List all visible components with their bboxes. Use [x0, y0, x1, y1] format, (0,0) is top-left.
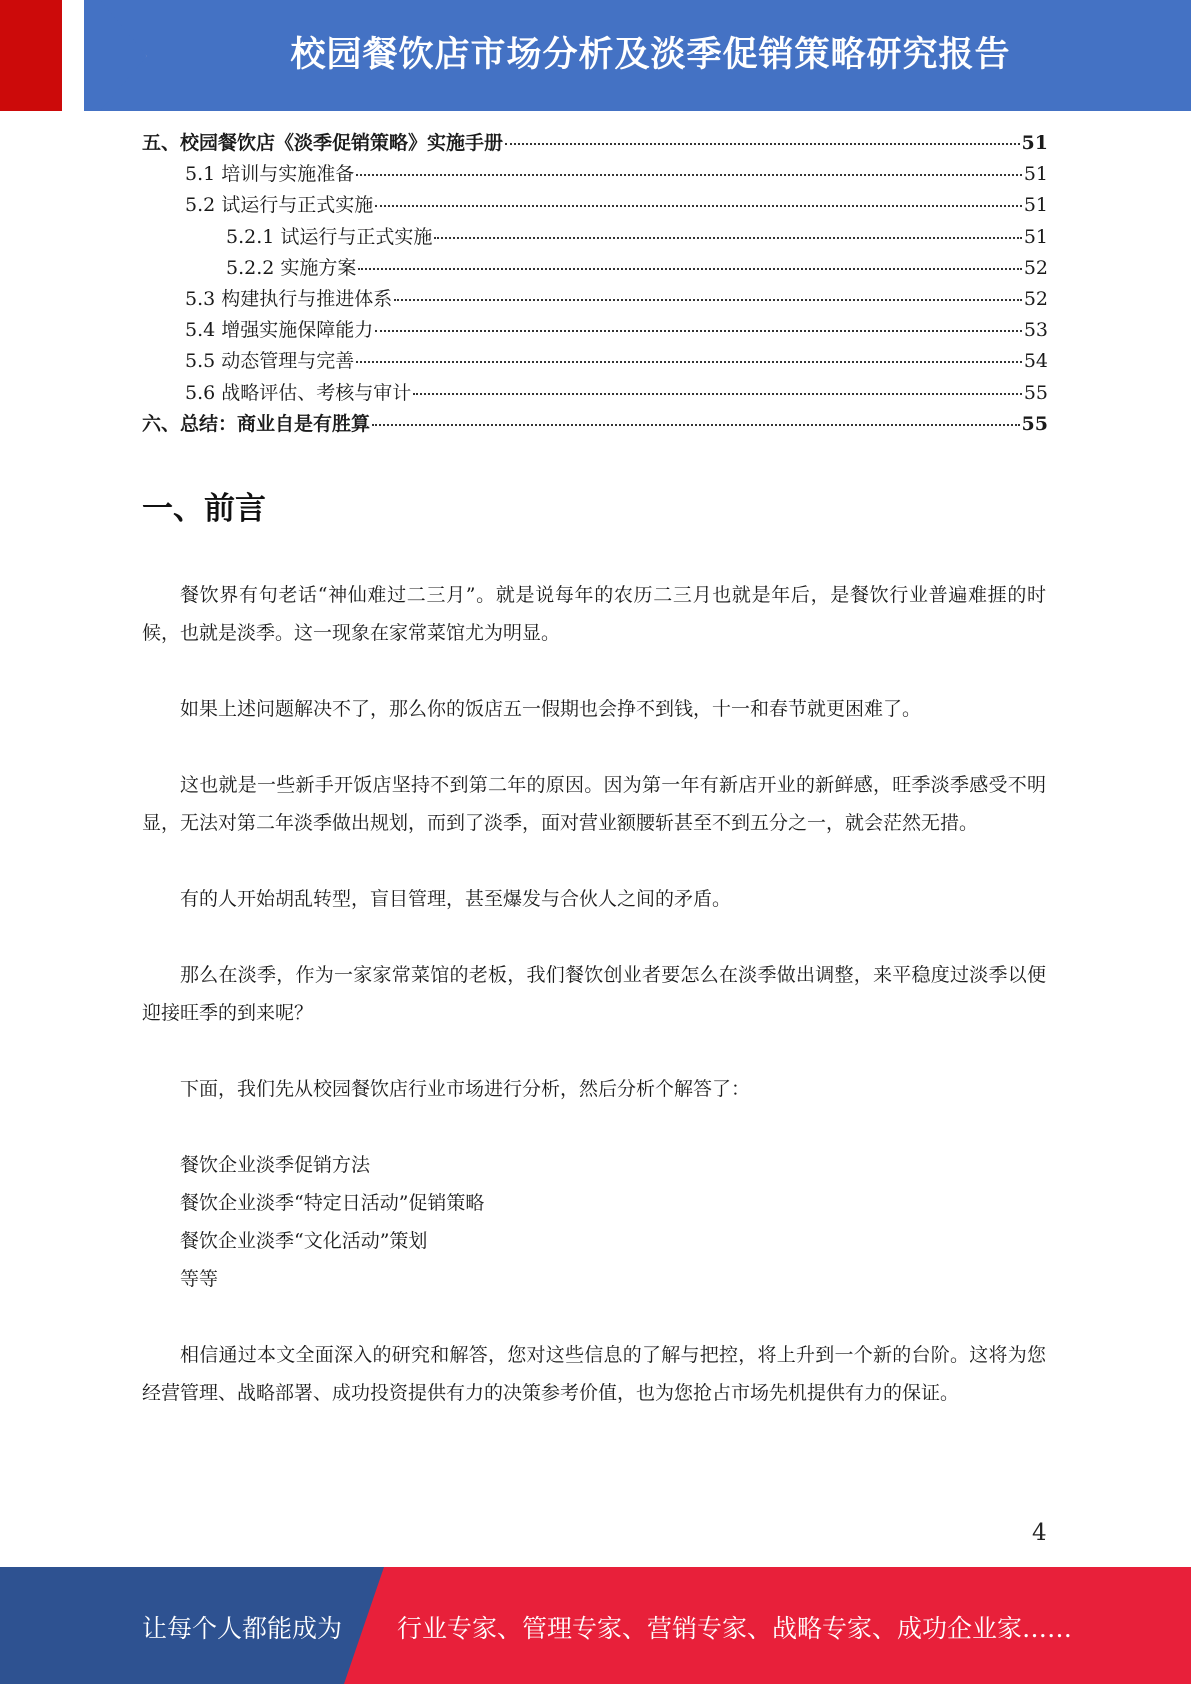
toc-entry-label: 5.5 动态管理与完善	[185, 350, 355, 373]
toc-leader-dots	[356, 174, 1022, 176]
toc-entry[interactable]	[142, 315, 1048, 346]
toc-entry[interactable]	[142, 190, 1048, 221]
toc-leader-dots	[413, 393, 1022, 395]
toc-entry-label: 5.2 试运行与正式实施	[185, 194, 374, 217]
list-item: 餐饮企业淡季“文化活动”策划	[180, 1230, 428, 1252]
toc-entry[interactable]	[142, 128, 1048, 159]
toc-entry[interactable]	[142, 222, 1048, 253]
section-heading: 一、前言	[142, 491, 266, 527]
toc-entry[interactable]	[142, 346, 1048, 377]
body-paragraph: 有的人开始胡乱转型，盲目管理，甚至爆发与合伙人之间的矛盾。	[180, 888, 732, 910]
list-item: 等等	[180, 1268, 219, 1290]
toc-entry-label: 5.3 构建执行与推进体系	[185, 287, 393, 310]
report-title: 校园餐饮店市场分析及淡季促销策略研究报告	[290, 35, 1011, 75]
toc-entry-label: 5.6 战略评估、考核与审计	[185, 381, 412, 404]
toc-entry-page: 51	[1023, 194, 1048, 217]
table-of-contents	[142, 128, 1048, 440]
toc-entry-page: 55	[1023, 381, 1048, 404]
body-paragraph: 下面，我们先从校园餐饮店行业市场进行分析，然后分析个解答了：	[180, 1078, 751, 1100]
toc-entry[interactable]	[142, 284, 1048, 315]
page-number: 4	[1032, 1520, 1047, 1546]
body-paragraph: 餐饮界有句老话“神仙难过二三月”。就是说每年的农历二三月也就是年后，是餐饮行业普遍难捱的时候，也就是淡季。这一现象在家常菜馆尤为明显。	[142, 584, 1046, 644]
header-banner	[0, 0, 1191, 111]
toc-leader-dots	[375, 205, 1022, 207]
toc-leader-dots	[505, 143, 1020, 145]
toc-leader-dots	[434, 237, 1021, 239]
footer-banner	[0, 1567, 1191, 1684]
toc-entry-page: 51	[1023, 225, 1048, 248]
toc-entry-label: 六、总结：商业自是有胜算	[142, 412, 371, 435]
toc-entry-label: 五、校园餐饮店《淡季促销策略》实施手册	[142, 132, 504, 154]
footer-slogan-right: 行业专家、管理专家、营销专家、战略专家、成功企业家……	[397, 1614, 1073, 1643]
toc-entry[interactable]	[142, 253, 1048, 284]
toc-entry-page: 52	[1023, 256, 1048, 279]
toc-leader-dots	[372, 424, 1020, 426]
toc-leader-dots	[375, 330, 1022, 332]
toc-entry-label: 5.2.1 试运行与正式实施	[226, 225, 433, 248]
topic-list	[142, 1146, 1046, 1298]
body-paragraph: 如果上述问题解决不了，那么你的饭店五一假期也会挣不到钱，十一和春节就更困难了。	[180, 698, 922, 720]
list-item: 餐饮企业淡季促销方法	[180, 1154, 371, 1176]
toc-entry-page: 53	[1023, 319, 1048, 342]
toc-entry[interactable]	[142, 159, 1048, 190]
toc-leader-dots	[358, 268, 1021, 270]
toc-entry-page: 51	[1021, 132, 1048, 154]
toc-entry-page: 51	[1023, 163, 1048, 186]
toc-entry-label: 5.1 培训与实施准备	[185, 163, 355, 186]
toc-entry-page: 54	[1023, 350, 1048, 373]
toc-leader-dots	[394, 299, 1022, 301]
toc-entry[interactable]	[142, 378, 1048, 409]
toc-entry-page: 55	[1021, 412, 1048, 435]
body-paragraph: 相信通过本文全面深入的研究和解答，您对这些信息的了解与把控，将上升到一个新的台阶。这将为您经营管理、战略部署、成功投资提供有力的决策参考价值，也为您抢占市场先机提供有力的保证。	[142, 1344, 1046, 1404]
toc-entry-page: 52	[1023, 287, 1048, 310]
footer-slogan-left: 让每个人都能成为	[142, 1614, 343, 1643]
list-item: 餐饮企业淡季“特定日活动”促销策略	[180, 1192, 485, 1214]
toc-entry[interactable]	[142, 409, 1048, 440]
toc-leader-dots	[356, 361, 1022, 363]
toc-entry-label: 5.2.2 实施方案	[226, 256, 357, 279]
body-paragraph: 这也就是一些新手开饭店坚持不到第二年的原因。因为第一年有新店开业的新鲜感，旺季淡季感受不明显，无法对第二年淡季做出规划，而到了淡季，面对营业额腰斩甚至不到五分之一，就会茫然无措。	[142, 774, 1046, 834]
body-paragraph: 那么在淡季，作为一家家常菜馆的老板，我们餐饮创业者要怎么在淡季做出调整，来平稳度过淡季以便迎接旺季的到来呢？	[142, 964, 1046, 1024]
toc-entry-label: 5.4 增强实施保障能力	[185, 319, 374, 342]
body-content	[142, 576, 1046, 1450]
